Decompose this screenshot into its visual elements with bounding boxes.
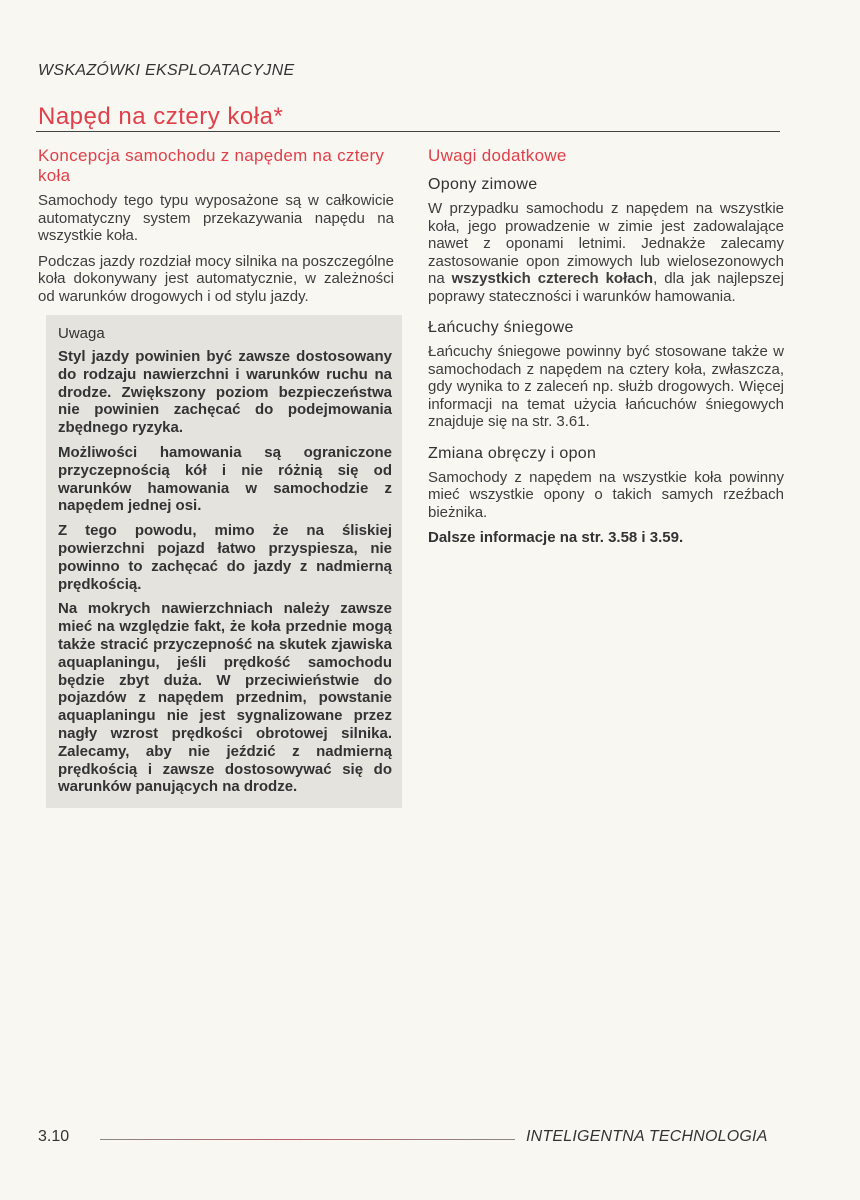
snow-chains-paragraph: Łańcuchy śniegowe powinny być stosowane także w samochodach z napędem na cztery koła, zwłaszcza, gdy wynika to z zaleceń np. służb drogowych. Więcej informacji na temat użycia łańcuchów śniegowych znajduje się na str. 3.61.	[428, 343, 784, 430]
concept-paragraph-1: Samochody tego typu wyposażone są w całkowicie automatyczny system przekazywania napędu na wszystkie koła.	[38, 192, 394, 244]
left-column	[38, 146, 394, 808]
note-paragraph-1: Styl jazdy powinien być zawsze dostosowany do rodzaju nawierzchni i warunków ruchu na drodze. Zwiększony poziom bezpieczeństwa nie powinien zachęcać do podejmowania zbędnego ryzyka.	[58, 348, 392, 437]
note-paragraph-4: Na mokrych nawierzchniach należy zawsze mieć na względzie fakt, że koła przednie mogą także stracić przyczepność na skutek zjawiska aquaplaningu, jeśli prędkość samochodu będzie zbyt duża. W przeciwieństwie do pojazdów z napędem przednim, powstanie aquaplaningu nie jest sygnalizowane przez nagły wzrost prędkości obrotowej silnika. Zalecamy, aby nie jeździć z nadmierną prędkością i zawsze dostosowywać się do warunków panujących na drodze.	[58, 600, 392, 796]
section-heading-concept: Koncepcja samochodu z napędem na cztery koła	[38, 146, 385, 185]
page-title: Napęd na cztery koła*	[38, 103, 284, 130]
concept-paragraph-2: Podczas jazdy rozdział mocy silnika na poszczególne koła dokonywany jest automatycznie, w zależności od warunków drogowych i od stylu jazdy.	[38, 252, 394, 305]
note-paragraph-3: Z tego powodu, mimo że na śliskiej powierzchni pojazd łatwo przyspiesza, nie powinno to zachęcać do jazdy z nadmierną prędkością.	[58, 522, 392, 593]
running-head: WSKAZÓWKI EKSPLOATACYJNE	[38, 62, 295, 79]
winter-tyres-text-before: W przypadku samochodu z napędem na wszystkie koła, jego prowadzenie w zimie jest zadowalające nawet z oponami letnimi. Jednakże zalecamy zastosowanie opon zimowych lub wielosezonowych na	[428, 200, 784, 287]
winter-tyres-emphasis: wszystkich czterech kołach	[451, 270, 654, 287]
winter-tyres-heading: Opony zimowe	[428, 176, 538, 193]
note-title: Uwaga	[58, 325, 105, 342]
footer-section-title: INTELIGENTNA TECHNOLOGIA	[526, 1128, 768, 1145]
right-column	[428, 146, 784, 546]
further-info-reference: Dalsze informacje na str. 3.58 i 3.59.	[428, 529, 684, 546]
winter-tyres-text-after: , dla jak najlepszej poprawy stateczności i warunków hamowania.	[428, 270, 784, 305]
footer-divider	[100, 1139, 515, 1140]
section-heading-additional: Uwagi dodatkowe	[428, 146, 567, 165]
rims-tyres-paragraph: Samochody z napędem na wszystkie koła powinny mieć wszystkie opony o takich samych rzeźbach bieżnika.	[428, 468, 784, 521]
snow-chains-heading: Łańcuchy śniegowe	[428, 319, 574, 336]
page-footer	[0, 1128, 860, 1152]
note-paragraph-2: Możliwości hamowania są ograniczone przyczepnością kół i nie różnią się od warunków hamowania w samochodzie z napędem jednej osi.	[58, 443, 392, 515]
title-divider	[36, 131, 780, 132]
page-number: 3.10	[38, 1128, 70, 1145]
warning-note-box	[46, 315, 402, 808]
rims-tyres-heading: Zmiana obręczy i opon	[428, 444, 597, 462]
winter-tyres-paragraph	[428, 200, 784, 305]
